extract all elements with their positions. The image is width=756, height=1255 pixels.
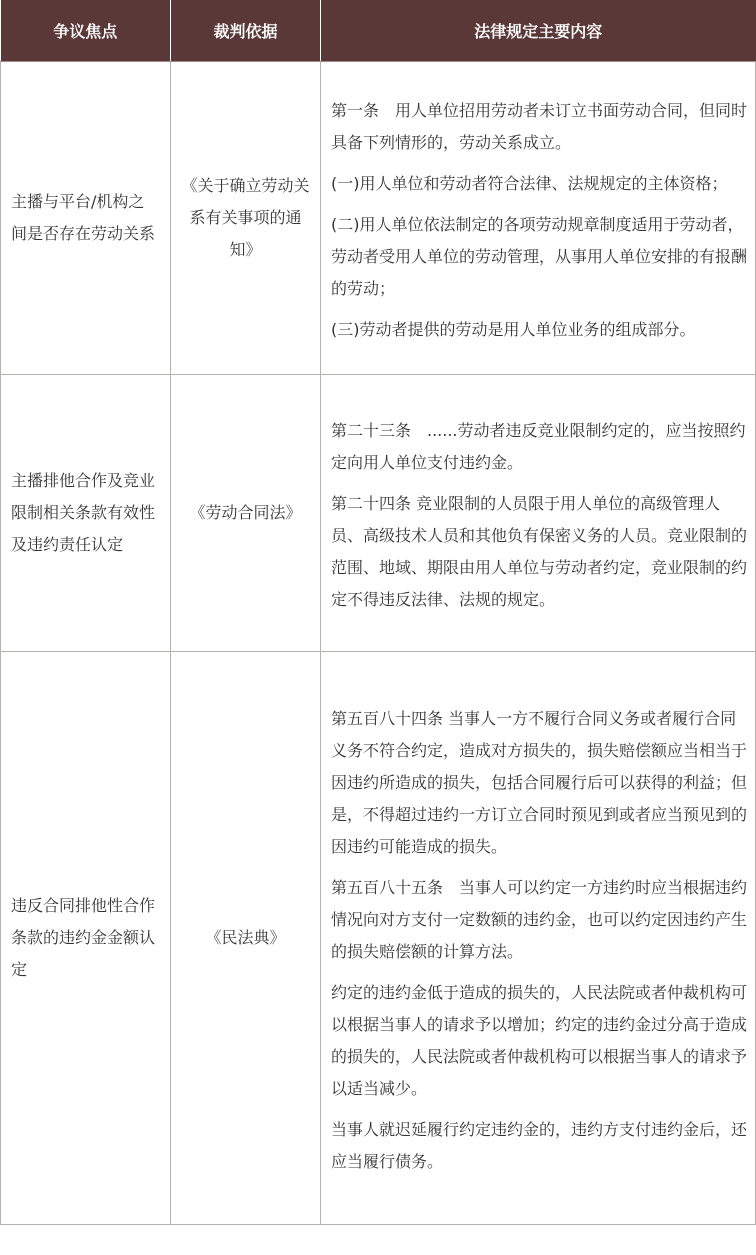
judgment-basis-cell: 《民法典》 xyxy=(171,652,321,1225)
legal-paragraph: (二)用人单位依法制定的各项劳动规章制度适用于劳动者，劳动者受用人单位的劳动管理，从事用人单位安排的有报酬的劳动； xyxy=(331,215,748,298)
table-row xyxy=(1,62,756,375)
dispute-focus-cell: 主播排他合作及竞业限制相关条款有效性及违约责任认定 xyxy=(1,375,171,652)
dispute-focus-cell: 违反合同排他性合作条款的违约金金额认定 xyxy=(1,652,171,1225)
legal-paragraph: 第二十四条 竞业限制的人员限于用人单位的高级管理人员、高级技术人员和其他负有保密义务的人员。竞业限制的范围、地域、期限由用人单位与劳动者约定，竞业限制的约定不得违反法律、法规的规定。 xyxy=(331,494,748,609)
legal-paragraph: 第五百八十五条 当事人可以约定一方违约时应当根据违约情况向对方支付一定数额的违约金，也可以约定因违约产生的损失赔偿额的计算方法。 xyxy=(331,878,748,961)
header-legal-content: 法律规定主要内容 xyxy=(321,0,756,62)
judgment-basis-cell: 《关于确立劳动关系有关事项的通知》 xyxy=(171,62,321,375)
dispute-focus-cell: 主播与平台/机构之间是否存在劳动关系 xyxy=(1,62,171,375)
legal-paragraph: (一)用人单位和劳动者符合法律、法规规定的主体资格； xyxy=(331,174,728,193)
legal-content-cell xyxy=(321,375,756,652)
table-row xyxy=(1,375,756,652)
legal-content-cell xyxy=(321,62,756,375)
legal-paragraph: 第二十三条 ......劳动者违反竞业限制约定的，应当按照约定向用人单位支付违约金。 xyxy=(331,421,746,472)
table-row xyxy=(1,652,756,1225)
header-judgment-basis: 裁判依据 xyxy=(171,0,321,62)
table-header-row xyxy=(1,0,756,62)
legal-paragraph: (三)劳动者提供的劳动是用人单位业务的组成部分。 xyxy=(331,320,696,339)
legal-paragraph: 第一条 用人单位招用劳动者未订立书面劳动合同，但同时具备下列情形的，劳动关系成立。 xyxy=(331,101,748,152)
legal-content-cell xyxy=(321,652,756,1225)
judgment-basis-cell: 《劳动合同法》 xyxy=(171,375,321,652)
legal-paragraph: 第五百八十四条 当事人一方不履行合同义务或者履行合同义务不符合约定，造成对方损失的，损失赔偿额应当相当于因违约所造成的损失，包括合同履行后可以获得的利益；但是，不得超过违约一方订立合同时预见到或者应当预见到的因违约可能造成的损失。 xyxy=(331,709,748,856)
legal-paragraph: 约定的违约金低于造成的损失的，人民法院或者仲裁机构可以根据当事人的请求予以增加；约定的违约金过分高于造成的损失的，人民法院或者仲裁机构可以根据当事人的请求予以适当减少。 xyxy=(331,983,748,1098)
header-dispute-focus: 争议焦点 xyxy=(1,0,171,62)
legal-paragraph: 当事人就迟延履行约定违约金的，违约方支付违约金后，还应当履行债务。 xyxy=(331,1120,748,1171)
